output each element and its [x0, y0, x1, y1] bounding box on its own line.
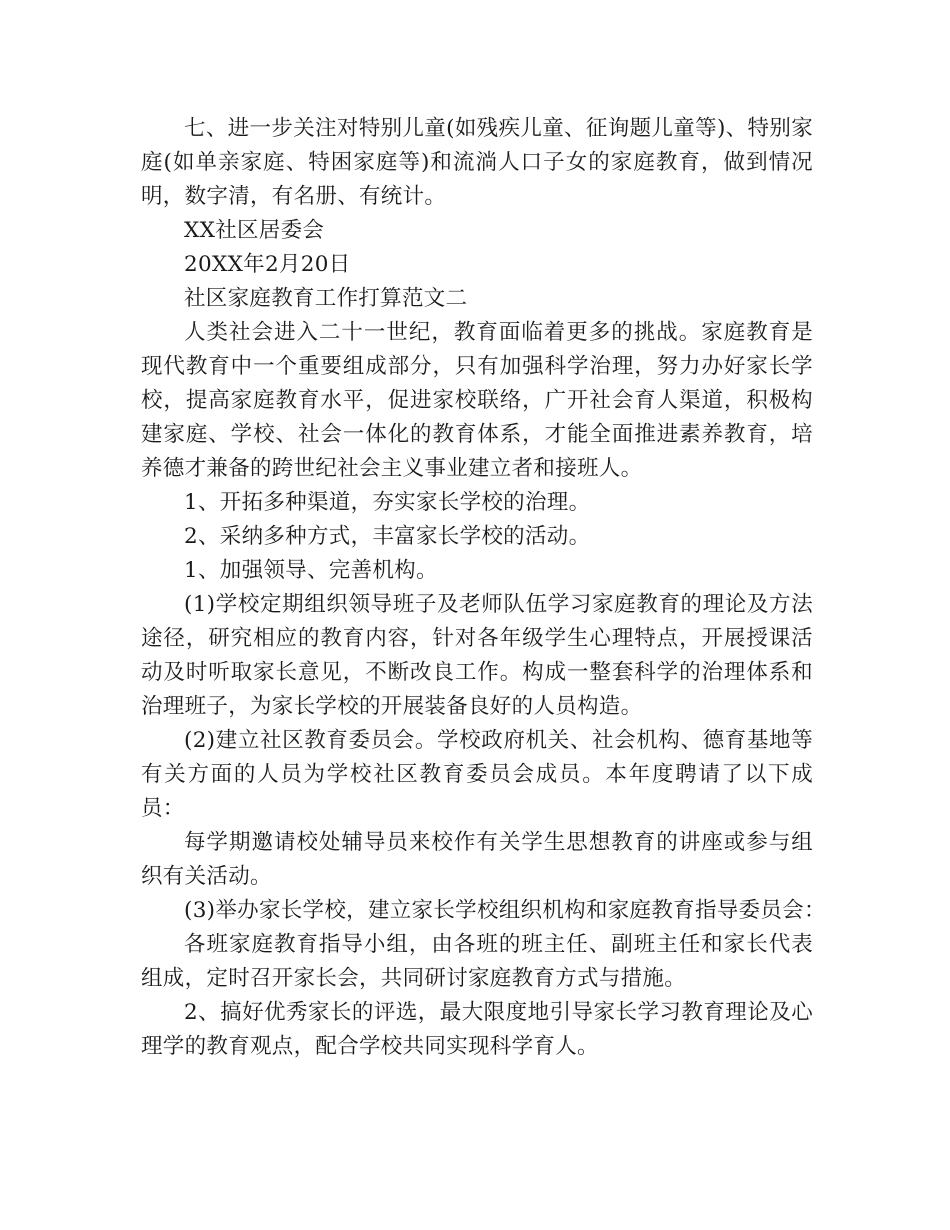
paragraph-item-1: (1)学校定期组织领导班子及老师队伍学习家庭教育的理论及方法途径，研究相应的教育内容，针对各年级学生心理特点，开展授课活动及时听取家长意见，不断改良工作。构成一整套科学的治理体系和治理班子，为家长学校的开展装备良好的人员构造。: [141, 592, 813, 719]
paragraph-item-3: (3)举办家长学校，建立家长学校组织机构和家庭教育指导委员会：: [184, 898, 826, 923]
paragraph-item-2: (2)建立社区教育委员会。学校政府机关、社会机构、德育基地等有关方面的人员为学校社区教育委员会成员。本年度聘请了以下成员：: [141, 728, 813, 821]
paragraph-intro: 人类社会进入二十一世纪，教育面临着更多的挑战。家庭教育是现代教育中一个重要组成部分，只有加强科学治理，努力办好家长学校，提高家庭教育水平，促进家校联络，广开社会育人渠道，积极构建家庭、学校、社会一体化的教育体系，才能全面推进素养教育，培养德才兼备的跨世纪社会主义事业建立者和接班人。: [141, 320, 813, 481]
paragraph-special-children: 七、进一步关注对特别儿童(如残疾儿童、征询题儿童等)、特别家庭(如单亲家庭、特困家庭等)和流淌人口子女的家庭教育，做到情况明，数字清，有名册、有统计。: [141, 116, 813, 209]
document-body: [141, 112, 826, 1064]
section-title: 社区家庭教育工作打算范文二: [184, 286, 468, 311]
list-item-leadership: 1、加强领导、完善机构。: [184, 558, 438, 583]
paragraph-parent-selection: 2、搞好优秀家长的评选，最大限度地引导家长学习教育理论及心理学的教育观点，配合学校共同实现科学育人。: [141, 1000, 813, 1059]
paragraph-invitation: 每学期邀请校处辅导员来校作有关学生思想教育的讲座或参与组织有关活动。: [141, 830, 813, 889]
paragraph-class-groups: 各班家庭教育指导小组，由各班的班主任、副班主任和家长代表组成，定时召开家长会，共同研讨家庭教育方式与措施。: [141, 932, 813, 991]
list-item-channels: 1、开拓多种渠道，夯实家长学校的治理。: [184, 490, 591, 515]
signature-committee: XX社区居委会: [184, 218, 325, 243]
signature-date: 20XX年2月20日: [184, 252, 351, 277]
list-item-methods: 2、采纳多种方式，丰富家长学校的活动。: [184, 524, 591, 549]
